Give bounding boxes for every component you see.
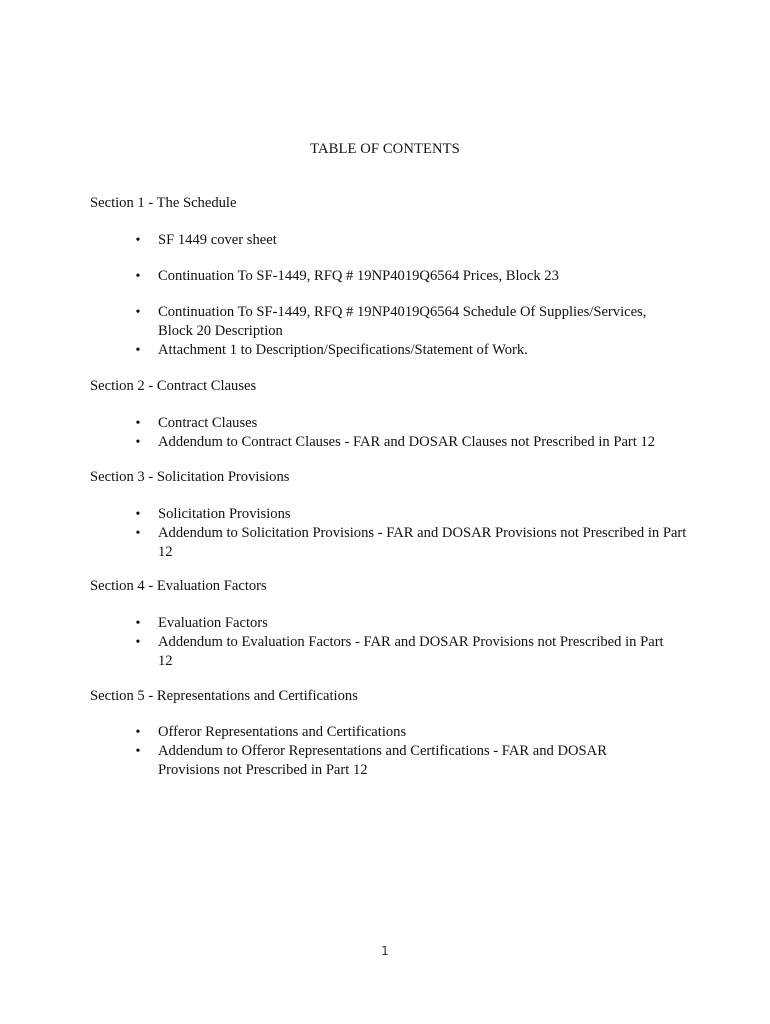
page-number: 1 [381,944,389,958]
list-item-text: Addendum to Solicitation Provisions - FAR and DOSAR Provisions not Prescribed in Part 12 [158,525,687,560]
bullet-icon: • [135,416,141,431]
section-heading-2 [90,377,690,396]
list-item [135,341,698,360]
bullet-icon: • [135,635,141,650]
section-heading-1 [90,194,690,213]
list-item [135,614,668,633]
page-title: TABLE OF CONTENTS [310,141,460,157]
section-heading-text: Section 5 - Representations and Certifications [90,688,358,704]
list-item [135,742,638,780]
section-heading-text: Section 1 - The Schedule [90,195,237,211]
bullet-icon: • [135,526,141,541]
bullet-icon: • [135,744,141,759]
list-item [135,303,678,341]
list-item-text: Attachment 1 to Description/Specifications/Statement of Work. [158,342,528,358]
list-item-text: Evaluation Factors [158,615,268,631]
section-heading-3 [90,468,690,487]
section-heading-5 [90,687,690,706]
list-item-text: Solicitation Provisions [158,506,291,522]
list-item [135,505,698,524]
list-item [135,723,698,742]
list-item-text: Continuation To SF-1449, RFQ # 19NP4019Q6564 Prices, Block 23 [158,268,559,284]
bullet-icon: • [135,507,141,522]
list-item-text: Offeror Representations and Certifications [158,724,407,740]
list-item [135,231,698,250]
bullet-icon: • [135,269,141,284]
bullet-icon: • [135,233,141,248]
list-item-text: Addendum to Contract Clauses - FAR and DOSAR Clauses not Prescribed in Part 12 [158,434,656,450]
list-item-text: Addendum to Offeror Representations and Certifications - FAR and DOSAR Provisions not Prescribed in Part 12 [158,743,607,778]
list-item-text: Continuation To SF-1449, RFQ # 19NP4019Q6564 Schedule Of Supplies/Services, Block 20 Description [158,304,647,339]
list-item-text: Addendum to Evaluation Factors - FAR and DOSAR Provisions not Prescribed in Part 12 [158,634,664,669]
list-item-text: Contract Clauses [158,415,258,431]
list-item [135,414,698,433]
list-item [135,267,698,286]
section-heading-4 [90,577,690,596]
section-heading-text: Section 4 - Evaluation Factors [90,578,267,594]
bullet-icon: • [135,343,141,358]
list-item-text: SF 1449 cover sheet [158,232,277,248]
bullet-icon: • [135,305,141,320]
bullet-icon: • [135,616,141,631]
list-item [135,524,698,562]
bullet-icon: • [135,435,141,450]
list-item [135,633,668,671]
section-heading-text: Section 3 - Solicitation Provisions [90,469,290,485]
section-heading-text: Section 2 - Contract Clauses [90,378,257,394]
list-item [135,433,698,452]
bullet-icon: • [135,725,141,740]
